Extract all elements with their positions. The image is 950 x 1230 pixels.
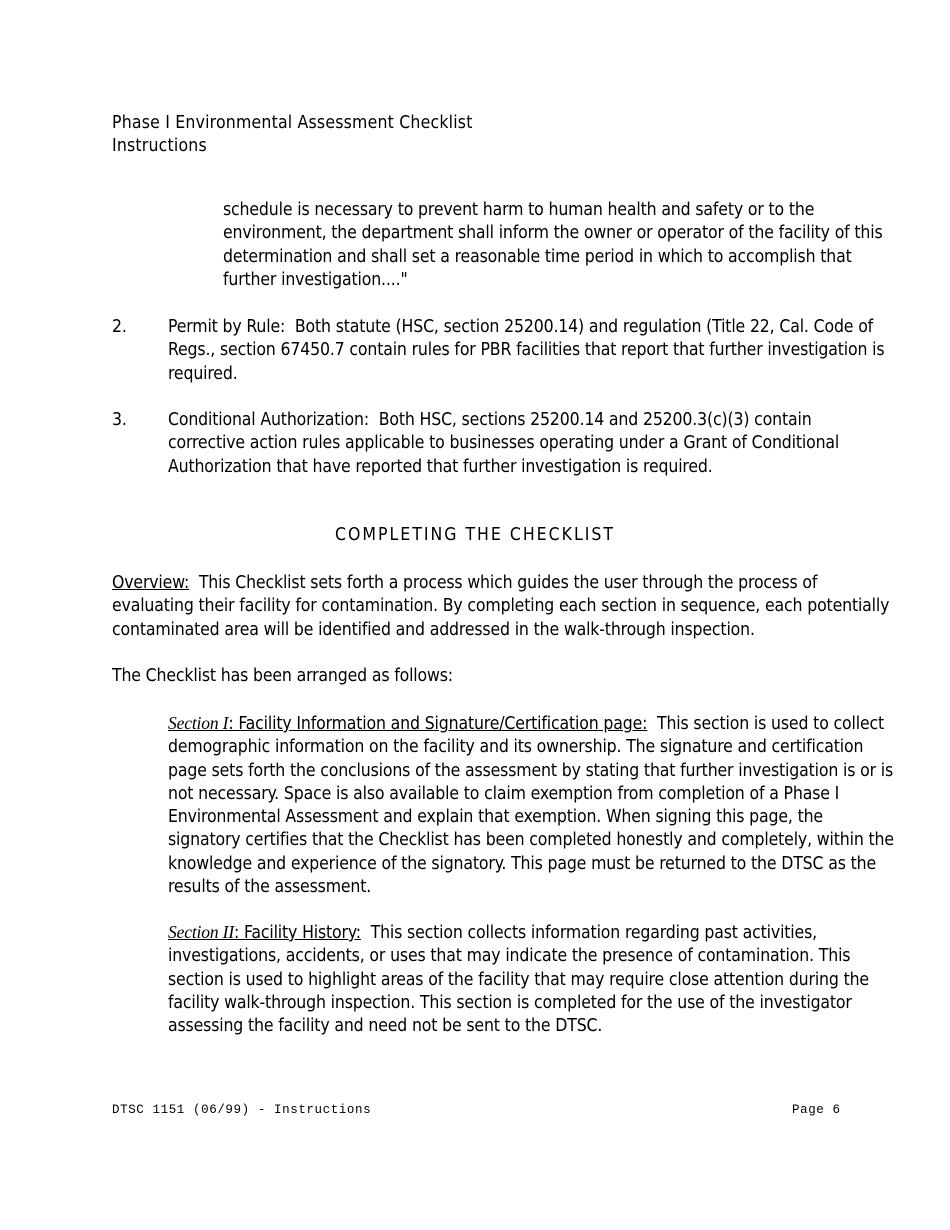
document-subtitle: Instructions [112,136,207,156]
page-header [112,112,473,158]
section-2-label [168,923,361,943]
footer-form-id: DTSC 1151 (06/99) - Instructions [112,1103,372,1117]
list-item-text: Both statute (HSC, section 25200.14) and regulation (Title 22, Cal. Code of Regs., section 67450.7 contain rules for PBR facilities that report that further investigation is required. [168,317,885,384]
list-item-heading: Permit by Rule: [168,317,286,337]
section-2-text: This section collects information regarding past activities, investigations, accidents, or uses that may indicate the presence of contamination. This section is used to highlight areas of the facility that may require close attention during the facility walk-through inspection. This section is completed for the use of the investigator assessing the facility and need not be sent to the DTSC. [168,923,869,1037]
footer-page-number: Page 6 [792,1103,841,1117]
section-2-label-rest: : Facility History: [234,923,361,943]
section-1-label-rest: : Facility Information and Signature/Certification page: [228,714,648,734]
list-item-heading: Conditional Authorization: [168,410,369,430]
section-1-text: This section is used to collect demographic information on the facility and its ownership. The signature and certification page sets forth the conclusions of the assessment by stating that further investigation is or is not necessary. Space is also available to claim exemption from completion of a Phase I Environmental Assessment and explain that exemption. When signing this page, the signatory certifies that the Checklist has been completed honestly and completely, within the knowledge and experience of the signatory. This page must be returned to the DTSC as the results of the assessment. [168,714,894,898]
overview-paragraph [112,572,902,642]
section-2-description [168,921,898,1038]
list-item-body [168,316,888,386]
document-title: Phase I Environmental Assessment Checklist [112,113,473,133]
list-item-number: 2. [112,317,127,337]
overview-text: This Checklist sets forth a process which guides the user through the process of evaluating their facility for contamination. By completing each section in sequence, each potentially contaminated area will be identified and addressed in the walk-through inspection. [112,573,890,640]
list-item-text: Both HSC, sections 25200.14 and 25200.3(c)(3) contain corrective action rules applicable to businesses operating under a Grant of Conditional Authorization that have reported that further investigation is required. [168,410,840,477]
section-1-label [168,714,647,734]
overview-label: Overview: [112,573,190,593]
list-item-number: 3. [112,410,127,430]
continued-quote-paragraph: schedule is necessary to prevent harm to human health and safety or to the environment, the department shall inform the owner or operator of the facility of this determination and shall set a reasonable time period in which to accomplish that further investigation...." [223,200,883,290]
list-item-body [168,409,888,479]
section-heading: COMPLETING THE CHECKLIST [335,525,615,545]
section-1-label-italic: Section I [168,713,229,733]
section-1-description [168,712,898,899]
section-2-label-italic: Section II [168,922,235,942]
arranged-intro: The Checklist has been arranged as follows: [112,666,453,686]
